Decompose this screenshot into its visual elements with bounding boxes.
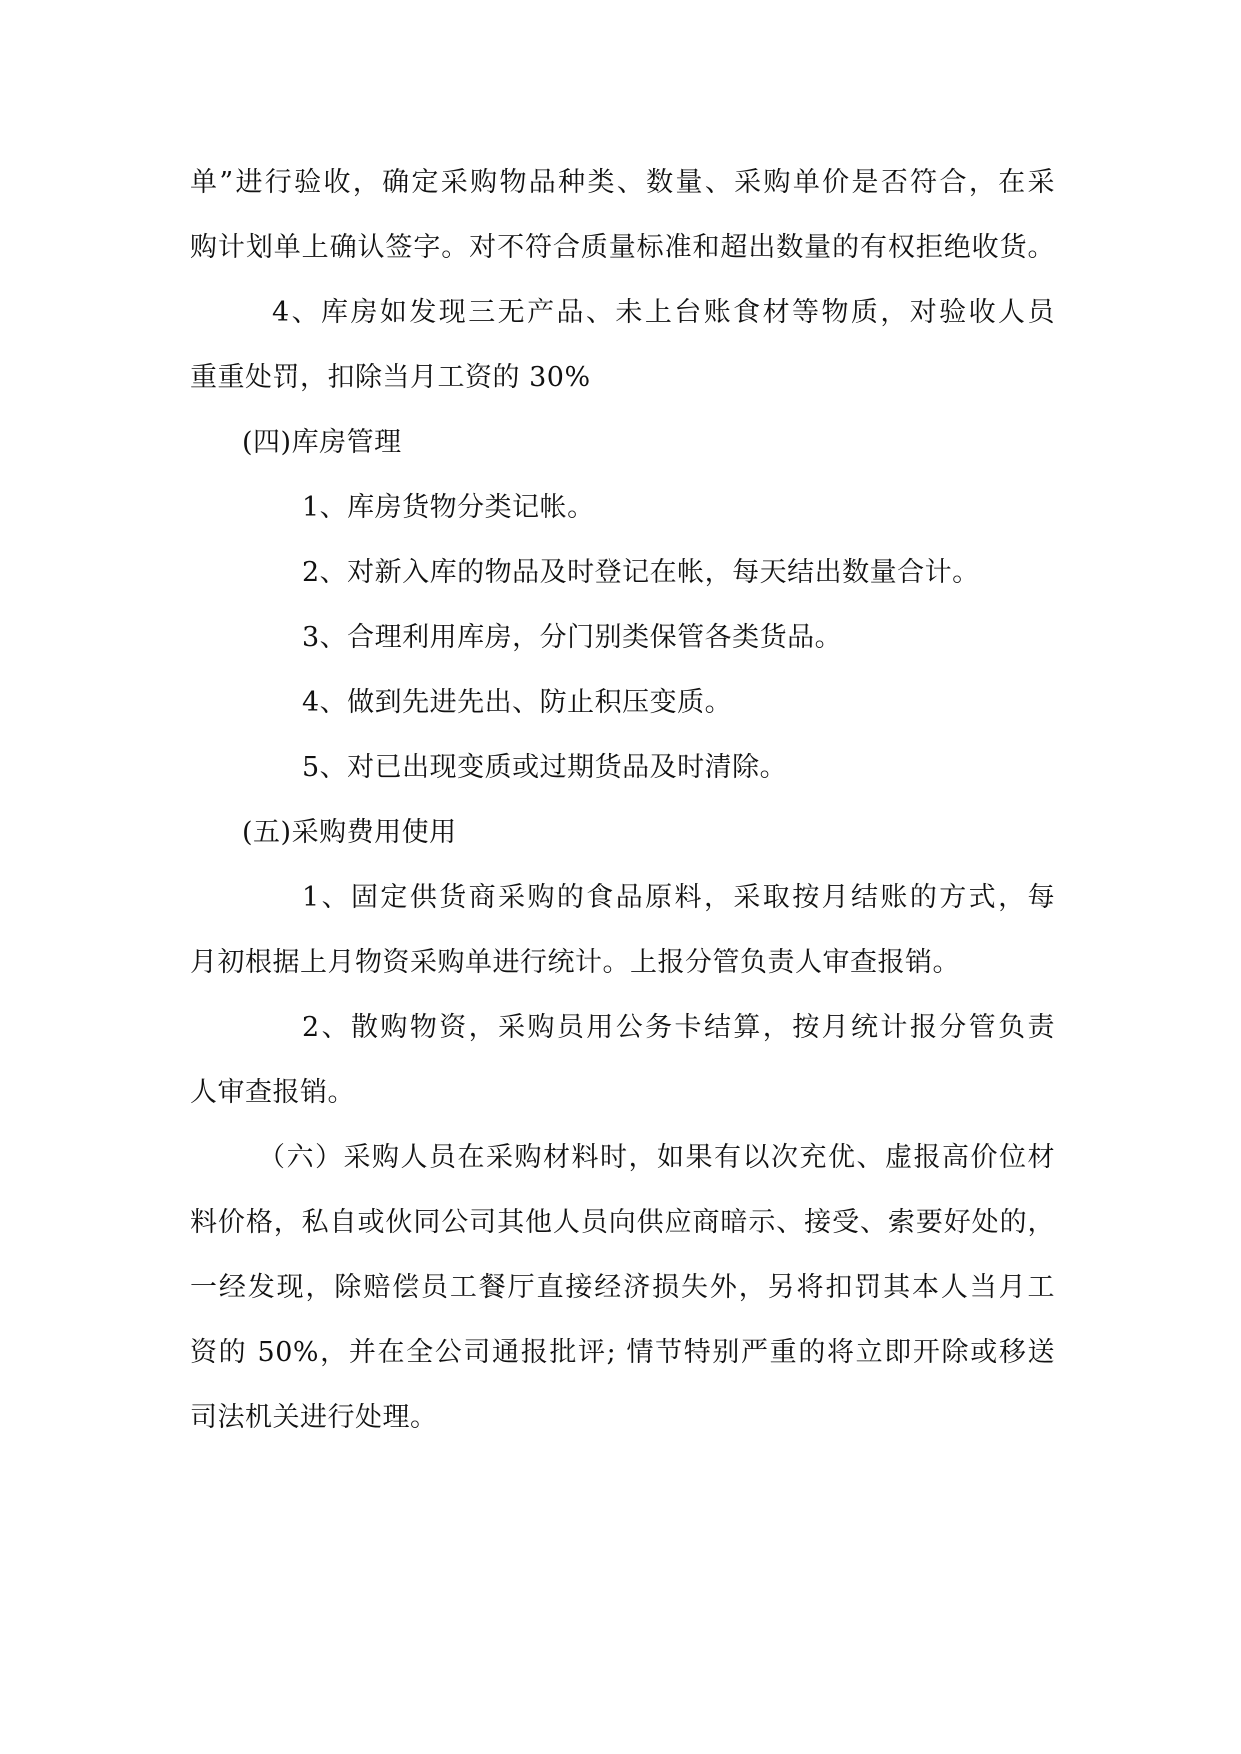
document-body: [190, 150, 1055, 1450]
text-line: 重重处罚，扣除当月工资的 30%: [190, 362, 591, 393]
text-line: 料价格，私自或伙同公司其他人员向供应商暗示、接受、索要好处的，: [190, 1207, 1055, 1238]
list-item: 3、合理利用库房，分门别类保管各类货品。: [302, 622, 843, 653]
list-item: 2、对新入库的物品及时登记在帐，每天结出数量合计。: [302, 557, 980, 588]
text-line: 购计划单上确认签字。对不符合质量标准和超出数量的有权拒绝收货。: [190, 232, 1055, 263]
list-item: 1、固定供货商采购的食品原料，采取按月结账的方式，每: [302, 882, 1055, 913]
text-line: 单”进行验收，确定采购物品种类、数量、采购单价是否符合，在采: [190, 167, 1055, 198]
list-item: 5、对已出现变质或过期货品及时清除。: [302, 752, 788, 783]
section-heading: (四)库房管理: [242, 427, 402, 458]
text-line: 月初根据上月物资采购单进行统计。上报分管负责人审查报销。: [190, 947, 960, 978]
list-item: 4、做到先进先出、防止积压变质。: [302, 687, 733, 718]
list-item: 1、库房货物分类记帐。: [302, 492, 595, 523]
text-line: 司法机关进行处理。: [190, 1402, 438, 1433]
text-line: 一经发现，除赔偿员工餐厅直接经济损失外，另将扣罚其本人当月工: [190, 1272, 1055, 1303]
text-line: 人审查报销。: [190, 1077, 355, 1108]
section-heading: (五)采购费用使用: [242, 817, 457, 848]
list-item: 2、散购物资，采购员用公务卡结算，按月统计报分管负责: [302, 1012, 1055, 1043]
text-line: 资的 50%，并在全公司通报批评; 情节特别严重的将立即开除或移送: [190, 1337, 1055, 1368]
section-paragraph: （六）采购人员在采购材料时，如果有以次充优、虚报高价位材: [258, 1142, 1055, 1173]
text-line: 4、库房如发现三无产品、未上台账食材等物质，对验收人员: [272, 297, 1055, 328]
